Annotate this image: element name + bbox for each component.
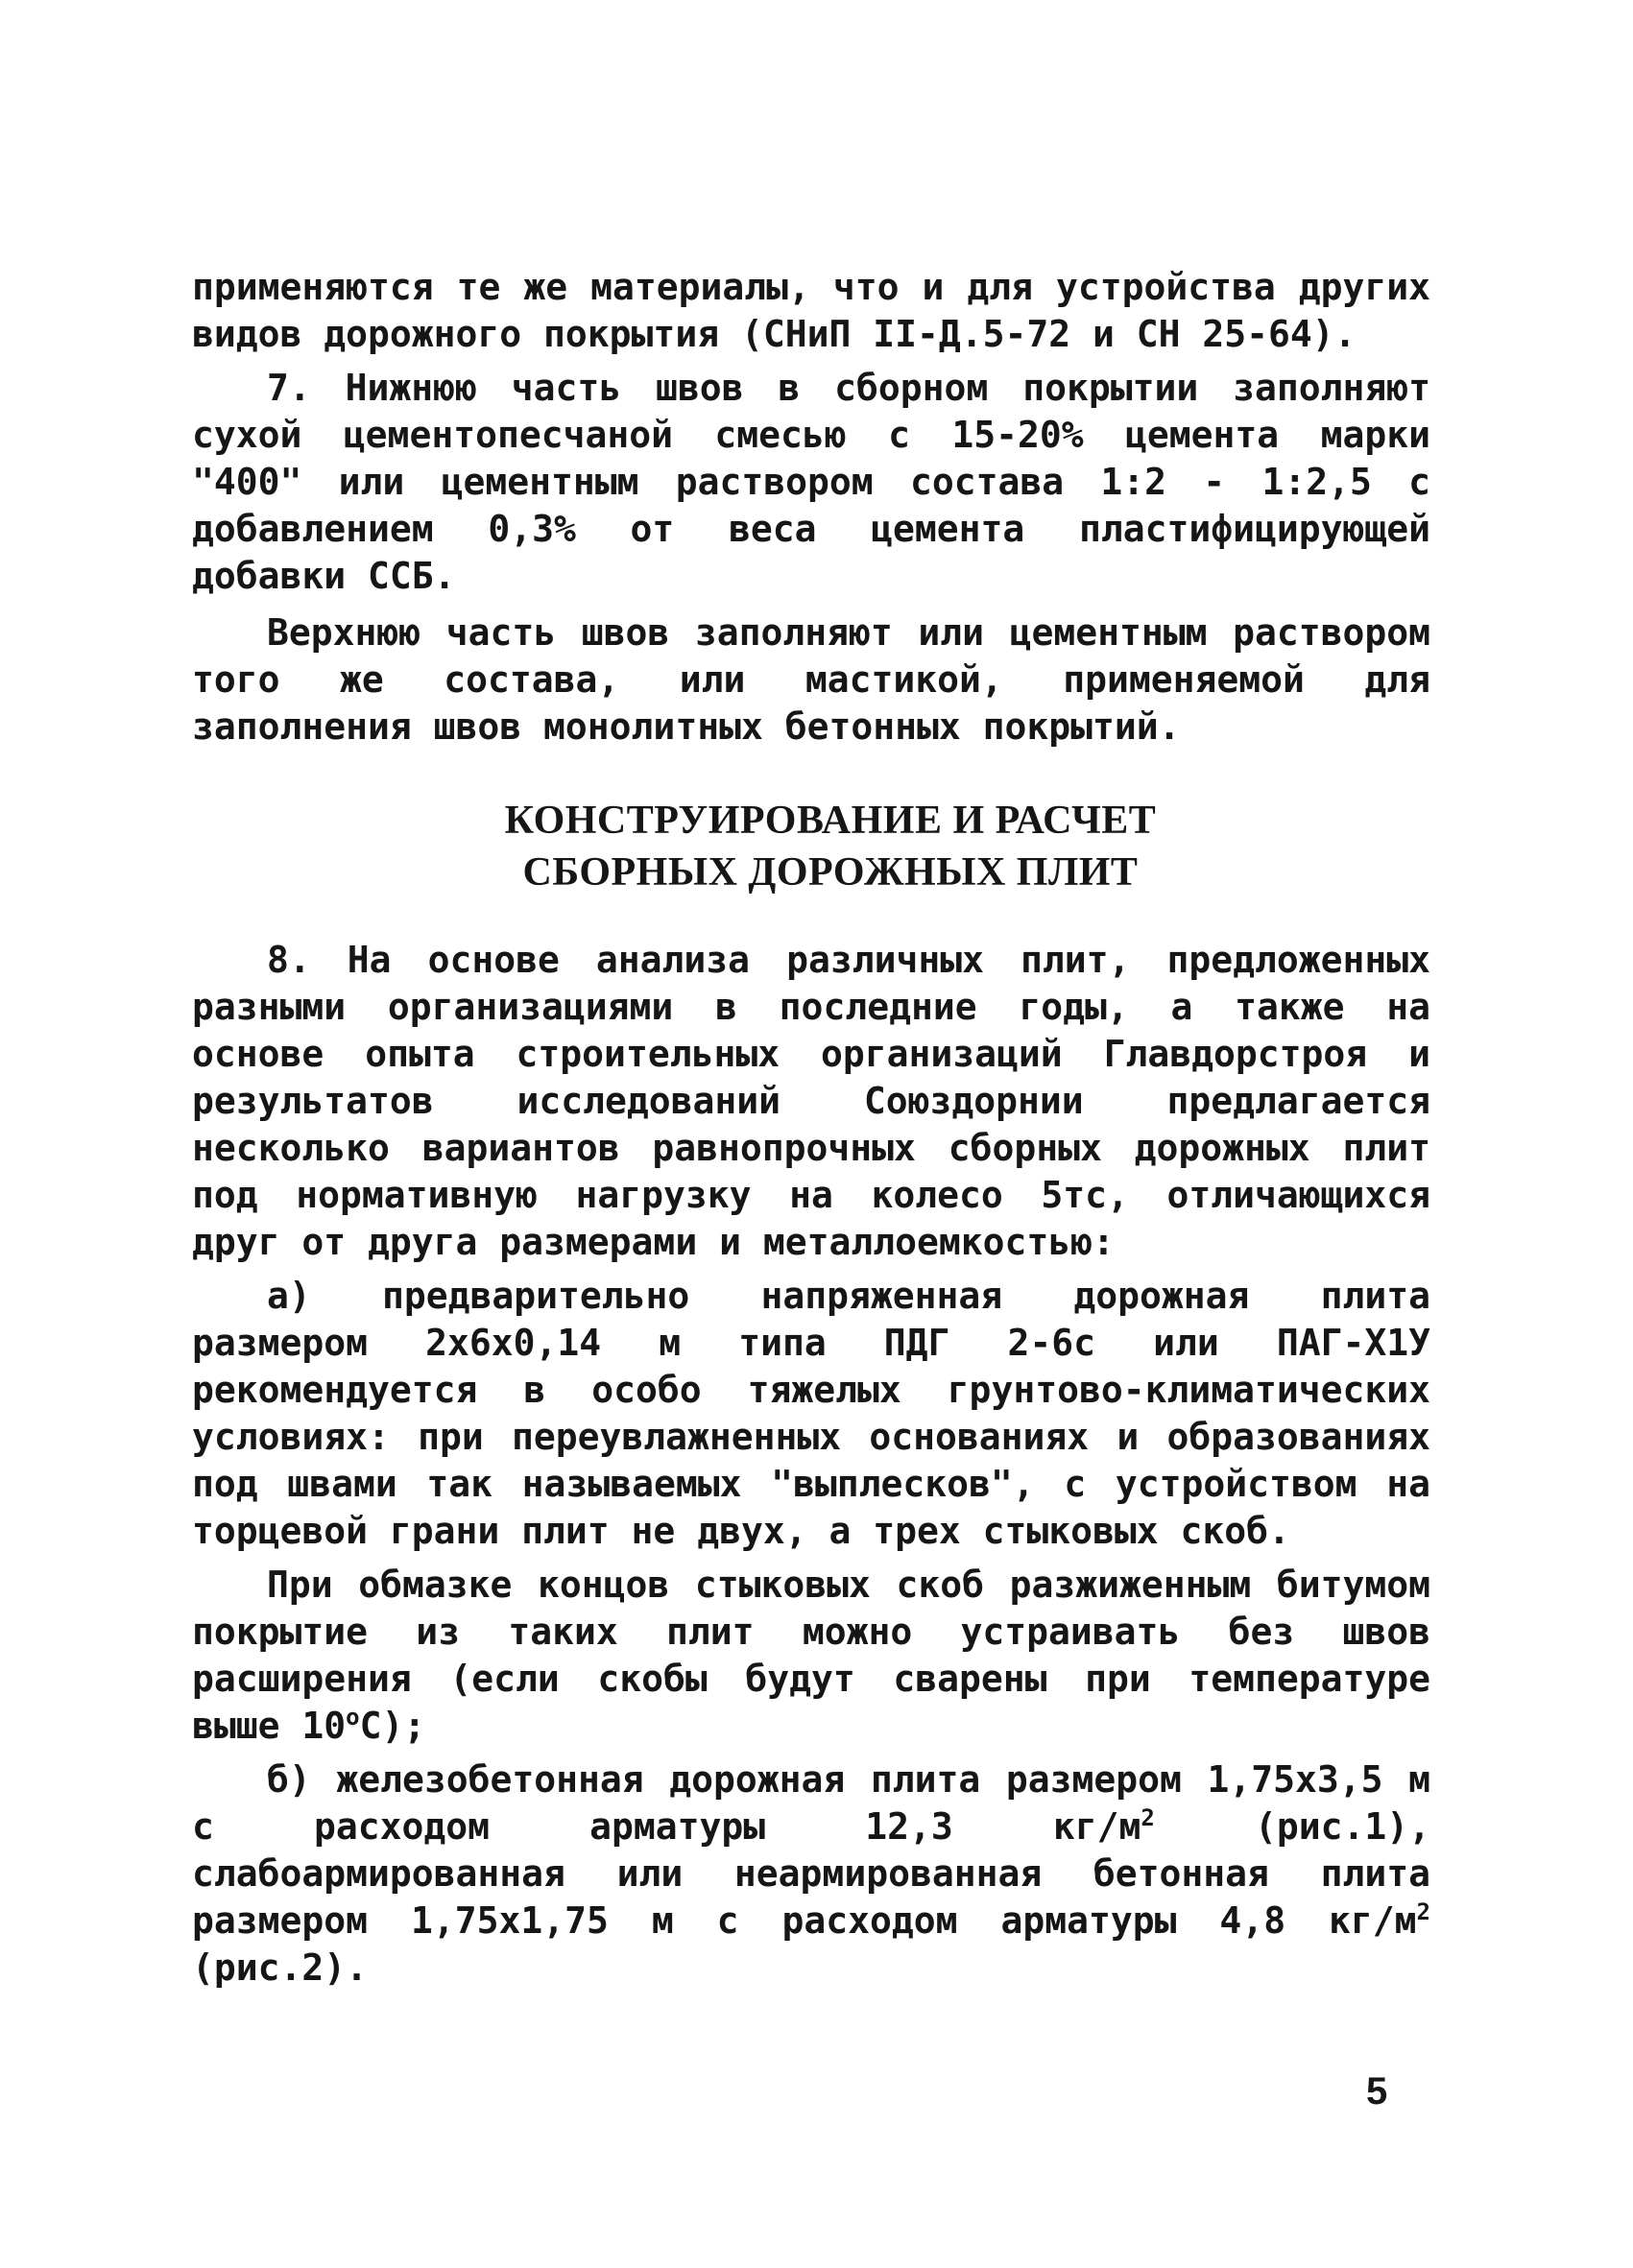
heading-line-2: СБОРНЫХ ДОРОЖНЫХ ПЛИТ	[522, 850, 1139, 895]
paragraph-intro-continuation: применяются те же материалы, что и для устройства других видов дорожного покрытия (СНиП II-Д.5-72 и СН 25-64).	[192, 266, 1430, 355]
paragraph-8a-bitumen	[192, 1562, 1430, 1750]
degree-mark: о	[346, 1704, 360, 1731]
paragraph-8b	[192, 1756, 1430, 1992]
paragraph-8a-bitumen-tail: С);	[359, 1705, 426, 1747]
paragraph-8a-bitumen-text: При обмазке концов стыковых скоб разжиженным битумом покрытие из таких плит можно устраивать без швов расширения (если скобы будут сварены при температуре выше 10	[192, 1564, 1430, 1747]
paragraph-8b-part1: б) железобетонная дорожная плита размером 1,75х3,5 м с расходом арматуры 12,3 кг/м	[192, 1758, 1430, 1848]
paragraph-8b-part3: (рис.2).	[192, 1946, 369, 1989]
paragraph-8a: а) предварительно напряженная дорожная плита размером 2х6х0,14 м типа ПДГ 2-6с или ПАГ-Х1У рекомендуется в особо тяжелых грунтово-климатических условиях: при переувлажненных основаниях и образованиях под швами так называемых "выплесков", с устройством на торцевой грани плит не двух, а трех стыковых скоб.	[192, 1275, 1430, 1552]
paragraph-8: 8. На основе анализа различных плит, предложенных разными организациями в последние годы, а также на основе опыта строительных организаций Главдорстроя и результатов исследований Союздорнии предлагается несколько вариантов равнопрочных сборных дорожных плит под нормативную нагрузку на колесо 5тс, отличающихся друг от друга размерами и металлоемкостью:	[192, 939, 1430, 1263]
section-heading	[192, 795, 1430, 898]
page-number: 5	[1366, 2070, 1388, 2113]
heading-line-1: КОНСТРУИРОВАНИЕ И РАСЧЕТ	[504, 799, 1157, 843]
superscript-squared-1: 2	[1141, 1804, 1155, 1831]
paragraph-7: 7. Нижнюю часть швов в сборном покрытии заполняют сухой цементопесчаной смесью с 15-20% цемента марки "400" или цементным раствором состава 1:2 - 1:2,5 с добавлением 0,3% от веса цемента пластифицирующей добавки ССБ.	[192, 367, 1430, 597]
paragraph-7-upper-joints: Верхнюю часть швов заполняют или цементным раствором того же состава, или мастикой, применяемой для заполнения швов монолитных бетонных покрытий.	[192, 611, 1430, 748]
text-column	[192, 264, 1430, 1992]
superscript-squared-2: 2	[1416, 1898, 1430, 1925]
paragraph-8b-part2: (рис.1), слабоармированная или неармированная бетонная плита размером 1,75х1,75 м с расходом арматуры 4,8 кг/м	[192, 1805, 1430, 1942]
